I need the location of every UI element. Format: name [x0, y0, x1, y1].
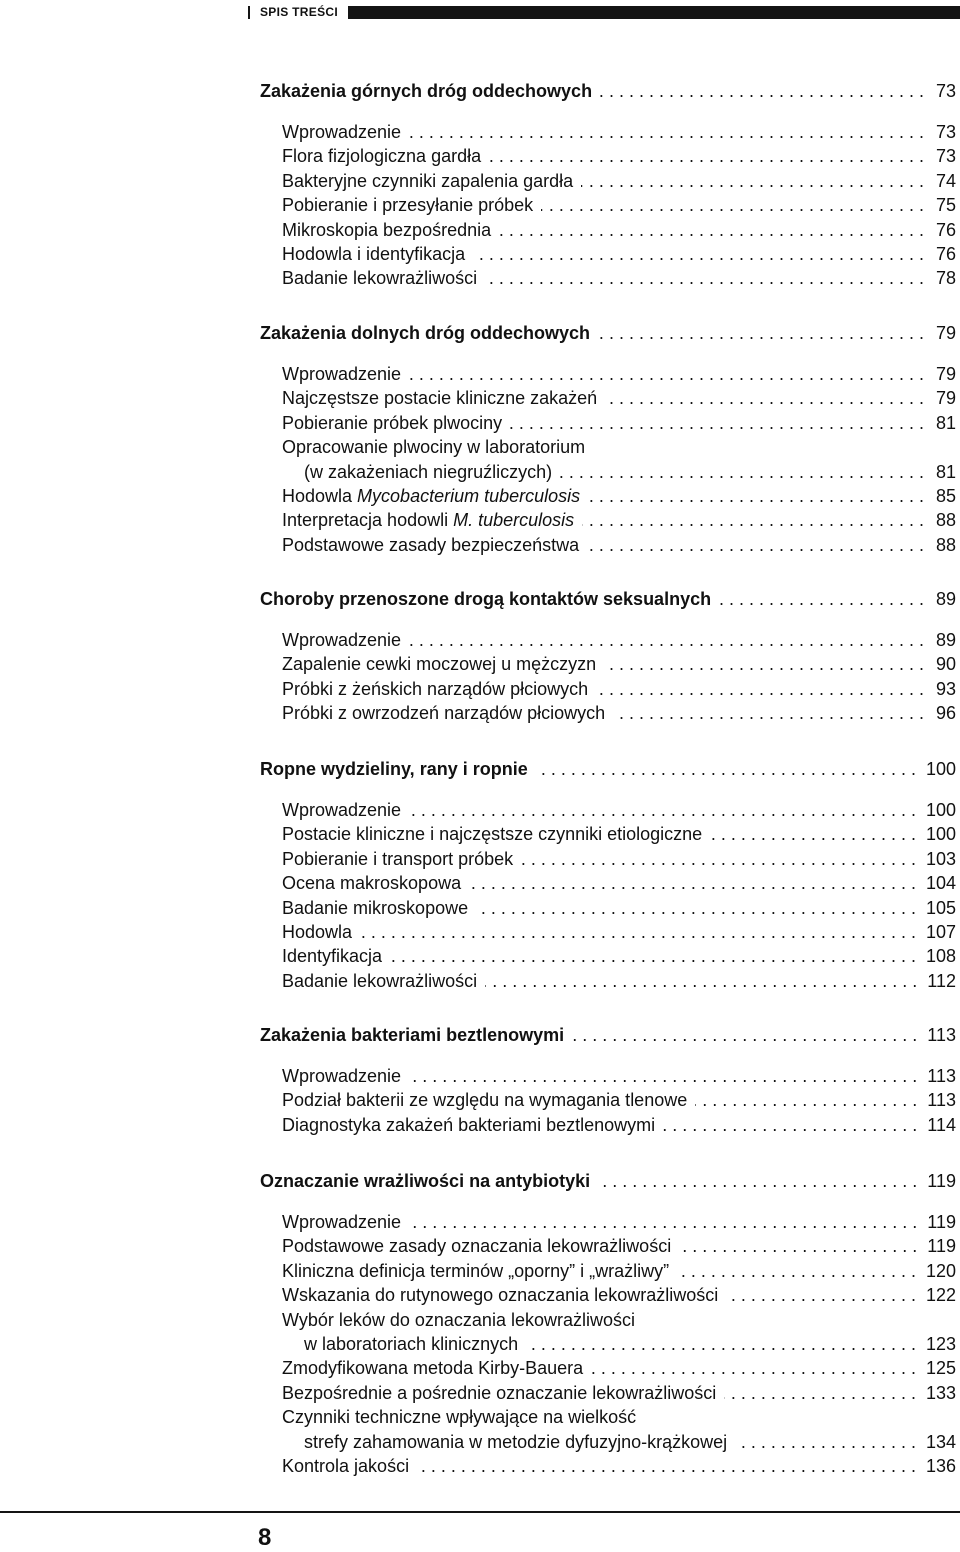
leader-dots: [417, 1455, 916, 1477]
entry-page-number: 122: [925, 1285, 956, 1306]
entry-label: Badanie lekowrażliwości: [282, 970, 478, 991]
leader-dots: [582, 509, 924, 531]
entry-page-number: 108: [925, 946, 956, 967]
toc-section-heading[interactable]: [260, 1024, 956, 1046]
toc-item[interactable]: [282, 823, 956, 845]
header-bar: [248, 6, 960, 19]
toc-item[interactable]: [282, 1357, 956, 1379]
leader-dots: [469, 872, 916, 894]
entry-page-number: 119: [927, 1171, 956, 1191]
leader-dots: [677, 1260, 916, 1282]
leader-dots: [724, 1382, 916, 1404]
entry-page-number: 120: [925, 1260, 956, 1281]
entry-page-number: 79: [935, 388, 956, 409]
entry-label-italic: Mycobacterium tuberculosis: [357, 486, 581, 506]
leader-dots: [695, 1089, 917, 1111]
entry-page-number: 75: [935, 195, 956, 216]
toc-item[interactable]: [282, 799, 956, 821]
leader-dots: [572, 1024, 917, 1046]
entry-page-number: 119: [927, 1212, 956, 1232]
leader-dots: [409, 1211, 917, 1233]
entry-page-number: 90: [935, 654, 956, 675]
toc-item[interactable]: [282, 145, 956, 167]
toc-item[interactable]: [282, 267, 956, 289]
toc-item-first-line: Czynniki techniczne wpływające na wielkość: [282, 1407, 637, 1428]
entry-page-number: 89: [935, 589, 956, 609]
leader-dots: [598, 322, 924, 344]
toc-item[interactable]: [282, 872, 956, 894]
entry-label: Wprowadzenie: [282, 800, 402, 820]
entry-page-number: 114: [927, 1114, 956, 1135]
entry-page-number: 100: [925, 824, 956, 845]
leader-dots: [409, 363, 924, 385]
leader-dots: [588, 485, 924, 507]
running-header: SPIS TREŚCI: [250, 5, 348, 20]
entry-page-number: 81: [935, 412, 956, 433]
entry-page-number: 73: [935, 122, 956, 142]
entry-label: Badanie mikroskopowe: [282, 897, 469, 918]
toc-item[interactable]: [304, 1431, 956, 1453]
toc-item[interactable]: [282, 945, 956, 967]
leader-dots: [679, 1235, 917, 1257]
entry-page-number: 85: [935, 486, 956, 506]
entry-label: Pobieranie próbek plwociny: [282, 412, 503, 433]
entry-label: Identyfikacja: [282, 946, 383, 967]
toc-item[interactable]: [282, 219, 956, 241]
leader-dots: [536, 758, 916, 780]
entry-label: Kontrola jakości: [282, 1456, 410, 1476]
leader-dots: [409, 799, 916, 821]
leader-dots: [409, 121, 924, 143]
entry-label: Hodowla: [282, 922, 353, 942]
entry-page-number: 119: [927, 1236, 956, 1257]
leader-dots: [510, 412, 924, 434]
entry-label: Podstawowe zasady oznaczania lekowrażliwości: [282, 1236, 672, 1257]
toc-section-heading[interactable]: [260, 322, 956, 344]
toc-item[interactable]: [282, 1089, 956, 1111]
entry-page-number: 107: [925, 922, 956, 942]
toc-item[interactable]: [282, 121, 956, 143]
entry-label: Pobieranie i transport próbek: [282, 848, 514, 869]
toc-item-first-line: Wybór leków do oznaczania lekowrażliwości: [282, 1309, 635, 1330]
entry-label: Wprowadzenie: [282, 364, 402, 384]
entry-label: Podział bakterii ze względu na wymagania tlenowe: [282, 1090, 688, 1111]
leader-dots: [360, 921, 916, 943]
leader-dots: [600, 80, 924, 102]
leader-dots: [613, 702, 924, 724]
leader-dots: [473, 243, 924, 265]
toc-item[interactable]: [282, 509, 956, 531]
leader-dots: [541, 194, 924, 216]
leader-dots: [476, 897, 916, 919]
toc-item[interactable]: [282, 629, 956, 651]
entry-label: Próbki z owrzodzeń narządów płciowych: [282, 703, 606, 724]
leader-dots: [591, 1357, 916, 1379]
toc-item[interactable]: [282, 897, 956, 919]
leader-dots: [587, 534, 924, 556]
toc-item[interactable]: [282, 1455, 956, 1477]
leader-dots: [521, 848, 916, 870]
entry-page-number: 136: [925, 1456, 956, 1476]
toc-item[interactable]: [282, 848, 956, 870]
leader-dots: [719, 588, 924, 610]
leader-dots: [726, 1284, 916, 1306]
leader-dots: [710, 823, 916, 845]
entry-page-number: 76: [935, 219, 956, 240]
entry-label: Flora fizjologiczna gardła: [282, 146, 482, 167]
entry-page-number: 113: [927, 1090, 956, 1111]
entry-label: Wprowadzenie: [282, 1212, 402, 1232]
entry-label-italic: M. tuberculosis: [453, 510, 575, 531]
leader-dots: [596, 678, 924, 700]
toc-item[interactable]: [282, 921, 956, 943]
entry-page-number: 74: [935, 170, 956, 191]
toc-item[interactable]: [304, 1333, 956, 1355]
entry-page-number: 112: [927, 970, 956, 991]
leader-dots: [735, 1431, 916, 1453]
entry-page-number: 100: [925, 759, 956, 779]
entry-page-number: 134: [925, 1431, 956, 1452]
entry-page-number: 88: [935, 534, 956, 555]
toc-item[interactable]: [282, 243, 956, 265]
entry-page-number: 73: [935, 81, 956, 101]
leader-dots: [663, 1114, 917, 1136]
entry-page-number: 113: [927, 1066, 956, 1086]
entry-label: Podstawowe zasady bezpieczeństwa: [282, 534, 580, 555]
toc-section-heading[interactable]: [260, 588, 956, 610]
entry-label: strefy zahamowania w metodzie dyfuzyjno-krążkowej: [304, 1431, 728, 1452]
entry-label: Ropne wydzieliny, rany i ropnie: [260, 759, 528, 779]
entry-page-number: 88: [935, 510, 956, 531]
entry-page-number: 73: [935, 146, 956, 167]
leader-dots: [485, 267, 924, 289]
entry-label: Oznaczanie wrażliwości na antybiotyki: [260, 1171, 591, 1191]
entry-label: Ocena makroskopowa: [282, 873, 462, 894]
entry-page-number: 76: [935, 244, 956, 264]
entry-label: Hodowla Mycobacterium tuberculosis: [282, 486, 581, 506]
entry-page-number: 105: [925, 897, 956, 918]
leader-dots: [390, 945, 916, 967]
entry-label: Pobieranie i przesyłanie próbek: [282, 195, 534, 216]
entry-page-number: 100: [925, 800, 956, 820]
toc-item[interactable]: [282, 653, 956, 675]
entry-label: w laboratoriach klinicznych: [304, 1334, 519, 1354]
toc-section-heading[interactable]: [260, 758, 956, 780]
leader-dots: [598, 1170, 917, 1192]
leader-dots: [409, 629, 924, 651]
toc-item[interactable]: [282, 1382, 956, 1404]
entry-label: Zapalenie cewki moczowej u mężczyzn: [282, 654, 597, 675]
entry-label: Wprowadzenie: [282, 630, 402, 650]
entry-label: Bakteryjne czynniki zapalenia gardła: [282, 170, 574, 191]
entry-label: (w zakażeniach niegruźliczych): [304, 461, 553, 482]
toc-item[interactable]: [282, 970, 956, 992]
entry-label: Hodowla i identyfikacja: [282, 244, 466, 264]
entry-label: Najczęstsze postacie kliniczne zakażeń: [282, 388, 598, 409]
toc-item[interactable]: [282, 194, 956, 216]
leader-dots: [489, 145, 924, 167]
toc-item[interactable]: [282, 412, 956, 434]
toc-item[interactable]: [304, 461, 956, 483]
entry-page-number: 79: [935, 364, 956, 384]
entry-page-number: 123: [925, 1334, 956, 1354]
entry-page-number: 113: [927, 1025, 956, 1045]
entry-page-number: 79: [935, 323, 956, 343]
leader-dots: [485, 970, 917, 992]
entry-label: Mikroskopia bezpośrednia: [282, 219, 492, 240]
leader-dots: [499, 219, 924, 241]
toc-item[interactable]: [282, 534, 956, 556]
toc-item-first-line: Opracowanie plwociny w laboratorium: [282, 437, 586, 458]
entry-page-number: 93: [935, 678, 956, 699]
entry-page-number: 89: [935, 630, 956, 650]
entry-label: Zmodyfikowana metoda Kirby-Bauera: [282, 1358, 584, 1379]
toc-item[interactable]: [282, 363, 956, 385]
leader-dots: [605, 387, 924, 409]
footer-rule: [0, 1511, 960, 1513]
entry-label: Badanie lekowrażliwości: [282, 268, 478, 289]
toc-item[interactable]: [282, 1260, 956, 1282]
toc-item[interactable]: [282, 1235, 956, 1257]
toc-item[interactable]: [282, 1284, 956, 1306]
entry-page-number: 78: [935, 268, 956, 289]
leader-dots: [604, 653, 924, 675]
leader-dots: [526, 1333, 916, 1355]
entry-label: Interpretacja hodowli M. tuberculosis: [282, 510, 575, 531]
leader-dots: [560, 461, 924, 483]
entry-label: Próbki z żeńskich narządów płciowych: [282, 678, 589, 699]
entry-label: Choroby przenoszone drogą kontaktów seksualnych: [260, 589, 712, 609]
entry-label: Diagnostyka zakażeń bakteriami beztlenowymi: [282, 1114, 656, 1135]
entry-label: Zakażenia dolnych dróg oddechowych: [260, 323, 591, 343]
entry-label: Zakażenia bakteriami beztlenowymi: [260, 1025, 565, 1045]
toc-item[interactable]: [282, 170, 956, 192]
entry-label: Kliniczna definicja terminów „oporny” i „wrażliwy”: [282, 1260, 670, 1281]
toc-section-heading[interactable]: [260, 80, 956, 102]
entry-page-number: 103: [925, 848, 956, 869]
toc-item[interactable]: [282, 1065, 956, 1087]
entry-page-number: 125: [925, 1358, 956, 1379]
entry-page-number: 133: [925, 1382, 956, 1403]
entry-label: Zakażenia górnych dróg oddechowych: [260, 81, 593, 101]
entry-label: Wprowadzenie: [282, 122, 402, 142]
entry-page-number: 96: [935, 703, 956, 724]
toc-item[interactable]: [282, 485, 956, 507]
page-number: 8: [258, 1524, 272, 1551]
leader-dots: [409, 1065, 917, 1087]
toc-item[interactable]: [282, 702, 956, 724]
entry-label: Postacie kliniczne i najczęstsze czynniki etiologiczne: [282, 824, 703, 845]
toc-item[interactable]: [282, 387, 956, 409]
entry-page-number: 81: [935, 461, 956, 482]
entry-label: Wprowadzenie: [282, 1066, 402, 1086]
toc-item[interactable]: [282, 1211, 956, 1233]
toc-item[interactable]: [282, 1114, 956, 1136]
toc-item[interactable]: [282, 678, 956, 700]
entry-page-number: 104: [925, 873, 956, 894]
entry-label: Wskazania do rutynowego oznaczania lekowrażliwości: [282, 1285, 719, 1306]
entry-label: Bezpośrednie a pośrednie oznaczanie lekowrażliwości: [282, 1382, 717, 1403]
toc-section-heading[interactable]: [260, 1170, 956, 1192]
leader-dots: [581, 170, 924, 192]
